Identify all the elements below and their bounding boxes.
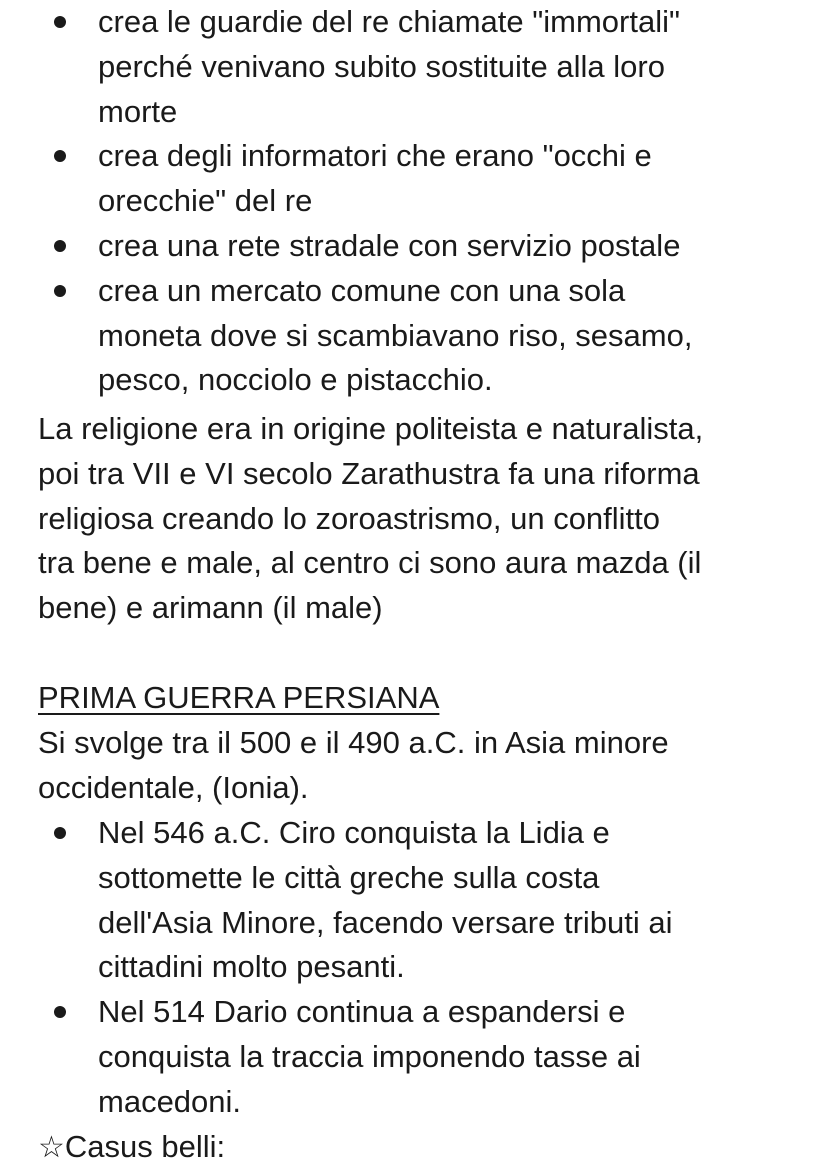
bullet-list-persian-reforms (38, 0, 808, 403)
list-item-line: Nel 546 a.C. Ciro conquista la Lidia e (98, 815, 610, 850)
bullet-icon (54, 827, 66, 839)
religion-paragraph (38, 407, 808, 631)
list-item-line: conquista la traccia imponendo tasse ai (98, 1038, 641, 1074)
bullet-list-war-events (38, 811, 808, 1125)
list-item-line: crea una rete stradale con servizio postale (98, 227, 681, 263)
list-item-line: crea le guardie del re chiamate "immortali" (98, 4, 680, 39)
bullet-icon (54, 150, 66, 162)
list-item (38, 811, 808, 990)
list-item-line: macedoni. (98, 1083, 242, 1119)
bullet-icon (54, 240, 66, 252)
paragraph-line: religiosa creando lo zoroastrismo, un conflitto (38, 500, 661, 536)
casus-belli-line (38, 1125, 808, 1171)
list-item-line: pesco, nocciolo e pistacchio. (98, 362, 493, 398)
list-item-line: crea degli informatori che erano "occhi e (98, 138, 652, 174)
bullet-icon (54, 16, 66, 28)
list-item-line: orecchie" del re (98, 183, 313, 219)
list-item-line: perché venivano subito sostituite alla loro (98, 48, 665, 84)
paragraph-line: tra bene e male, al centro ci sono aura mazda (il (38, 545, 702, 581)
bullet-icon (54, 285, 66, 297)
list-item (38, 0, 808, 134)
section-heading: PRIMA GUERRA PERSIANA (38, 680, 440, 715)
bullet-icon (54, 1006, 66, 1018)
list-item-line: cittadini molto pesanti. (98, 949, 405, 985)
paragraph-line: bene) e arimann (il male) (38, 590, 383, 626)
paragraph-line: La religione era in origine politeista e naturalista, (38, 411, 704, 446)
list-item (38, 990, 808, 1124)
list-item-line: dell'Asia Minore, facendo versare tributi ai (98, 904, 673, 940)
paragraph-line: occidentale, (Ionia). (38, 769, 309, 805)
star-outline-icon: ☆ (38, 1130, 65, 1165)
list-item (38, 224, 808, 269)
list-item-line: Nel 514 Dario continua a espandersi e (98, 994, 626, 1030)
paragraph-line: poi tra VII e VI secolo Zarathustra fa una riforma (38, 455, 700, 491)
list-item-line: crea un mercato comune con una sola (98, 272, 626, 308)
list-item-line: morte (98, 93, 178, 129)
section-heading-block (38, 676, 808, 721)
list-item-line: sottomette le città greche sulla costa (98, 859, 600, 895)
list-item-line: moneta dove si scambiavano riso, sesamo, (98, 317, 693, 353)
intro-paragraph (38, 721, 808, 811)
list-item (38, 134, 808, 224)
paragraph-line: Si svolge tra il 500 e il 490 a.C. in Asia minore (38, 725, 669, 760)
list-item (38, 269, 808, 403)
casus-belli-label: Casus belli: (64, 1129, 226, 1164)
